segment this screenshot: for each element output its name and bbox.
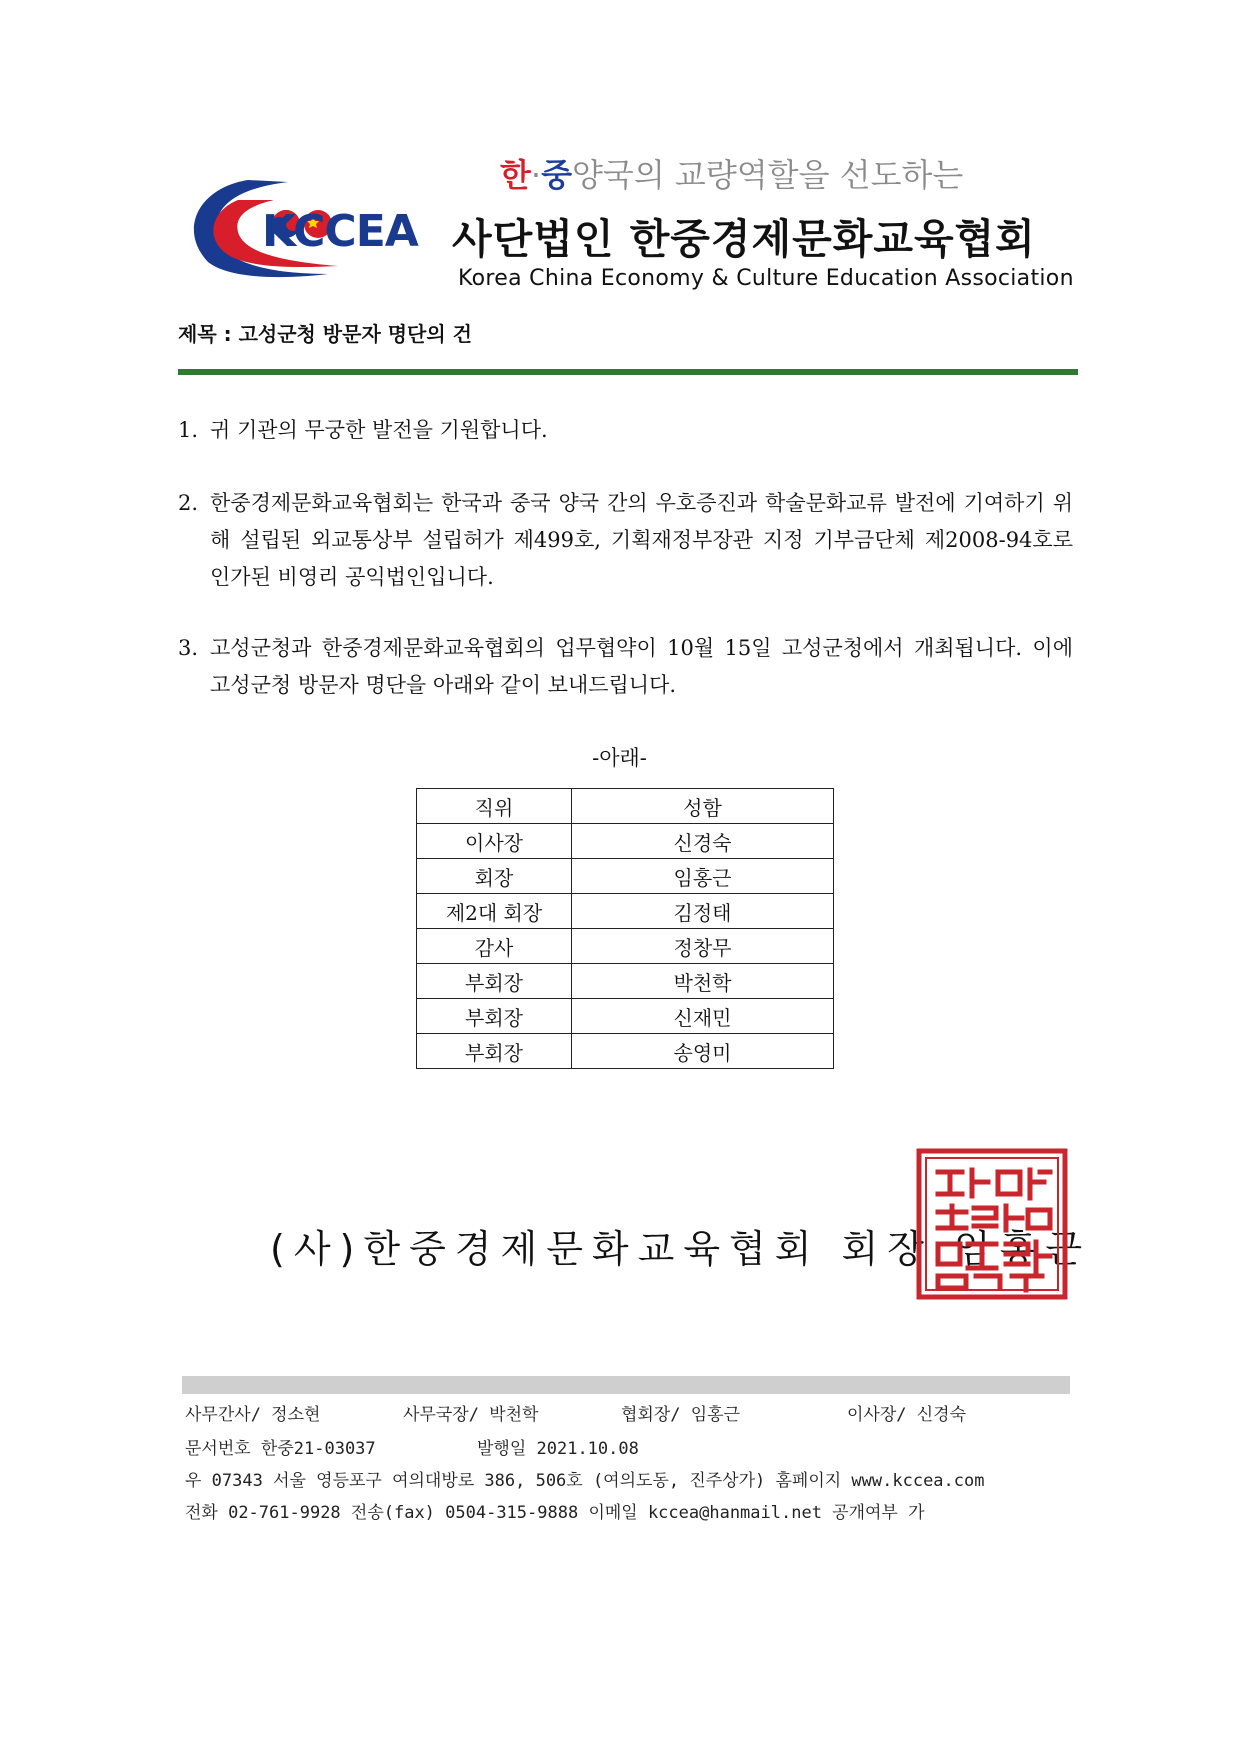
- table-row: [417, 964, 834, 999]
- table-row: [417, 894, 834, 929]
- footer-doc-number: 문서번호 한중21-03037: [185, 1439, 376, 1459]
- header-divider: [178, 369, 1078, 375]
- table-row: [417, 824, 834, 859]
- paragraph-1: [178, 412, 1073, 449]
- table-row: [417, 859, 834, 894]
- org-name: 사단법인 한중경제문화교육협회: [452, 215, 1036, 263]
- footer-address-line: 우 07343 서울 영등포구 여의대방로 386, 506호 (여의도동, 진주상가) 홈페이지 www.kccea.com: [185, 1471, 985, 1491]
- org-name-english: Korea China Economy & Culture Education Association: [458, 266, 1074, 291]
- paragraph-text: 고성군청과 한중경제문화교육협회의 업무협약이 10월 15일 고성군청에서 개최됩니다. 이에 고성군청 방문자 명단을 아래와 같이 보내드립니다.: [210, 636, 1073, 697]
- footer-staff-secretary: 사무간사/ 정소현: [185, 1405, 321, 1425]
- cell-name: 신재민: [572, 999, 834, 1034]
- cell-name: 박천학: [572, 964, 834, 999]
- cell-name: 정창무: [572, 929, 834, 964]
- paragraph-number: 1.: [178, 418, 199, 442]
- cell-name: 김정태: [572, 894, 834, 929]
- paragraph-number: 2.: [178, 491, 199, 515]
- signature-line: (사)한중경제문화교육협회 회장 임홍근: [270, 1227, 1092, 1271]
- paragraph-2: [178, 485, 1073, 596]
- footer-staff-director: 사무국장/ 박천학: [403, 1405, 539, 1425]
- paragraph-text: 한중경제문화교육협회는 한국과 중국 양국 간의 우호증진과 학술문화교류 발전에 기여하기 위해 설립된 외교통상부 설립허가 제499호, 기획재정부장관 지정 기부금단체 제2008-94호로 인가된 비영리 공익법인입니다.: [210, 491, 1073, 589]
- cell-position: 제2대 회장: [417, 894, 572, 929]
- table-row: [417, 999, 834, 1034]
- footer-staff-president: 협회장/ 임홍근: [621, 1405, 741, 1425]
- footer-divider: [182, 1376, 1070, 1394]
- logo-wordmark: KCCEA: [262, 206, 418, 257]
- table-header-row: [417, 789, 834, 824]
- table-row: [417, 1034, 834, 1069]
- footer-issue-date: 발행일 2021.10.08: [477, 1439, 639, 1459]
- cell-position: 부회장: [417, 1034, 572, 1069]
- visitor-table: [416, 788, 834, 1069]
- paragraph-text: 귀 기관의 무궁한 발전을 기원합니다.: [210, 418, 548, 442]
- footer-contact-line: 전화 02-761-9928 전송(fax) 0504-315-9888 이메일 kccea@hanmail.net 공개여부 가: [185, 1503, 925, 1523]
- cell-name: 임홍근: [572, 859, 834, 894]
- paragraph-3: [178, 630, 1073, 704]
- footer-staff-chairman: 이사장/ 신경숙: [847, 1405, 967, 1425]
- header-name: 성함: [572, 789, 834, 824]
- document-subject: 제목 : 고성군청 방문자 명단의 건: [178, 322, 472, 346]
- cell-position: 부회장: [417, 964, 572, 999]
- official-seal-icon: [916, 1148, 1068, 1300]
- cell-position: 부회장: [417, 999, 572, 1034]
- cell-position: 이사장: [417, 824, 572, 859]
- table-row: [417, 929, 834, 964]
- below-label: -아래-: [592, 746, 647, 770]
- tagline: 한·중양국의 교량역할을 선도하는: [500, 156, 964, 194]
- cell-name: 신경숙: [572, 824, 834, 859]
- cell-name: 송영미: [572, 1034, 834, 1069]
- cell-position: 감사: [417, 929, 572, 964]
- cell-position: 회장: [417, 859, 572, 894]
- header-position: 직위: [417, 789, 572, 824]
- paragraph-number: 3.: [178, 636, 199, 660]
